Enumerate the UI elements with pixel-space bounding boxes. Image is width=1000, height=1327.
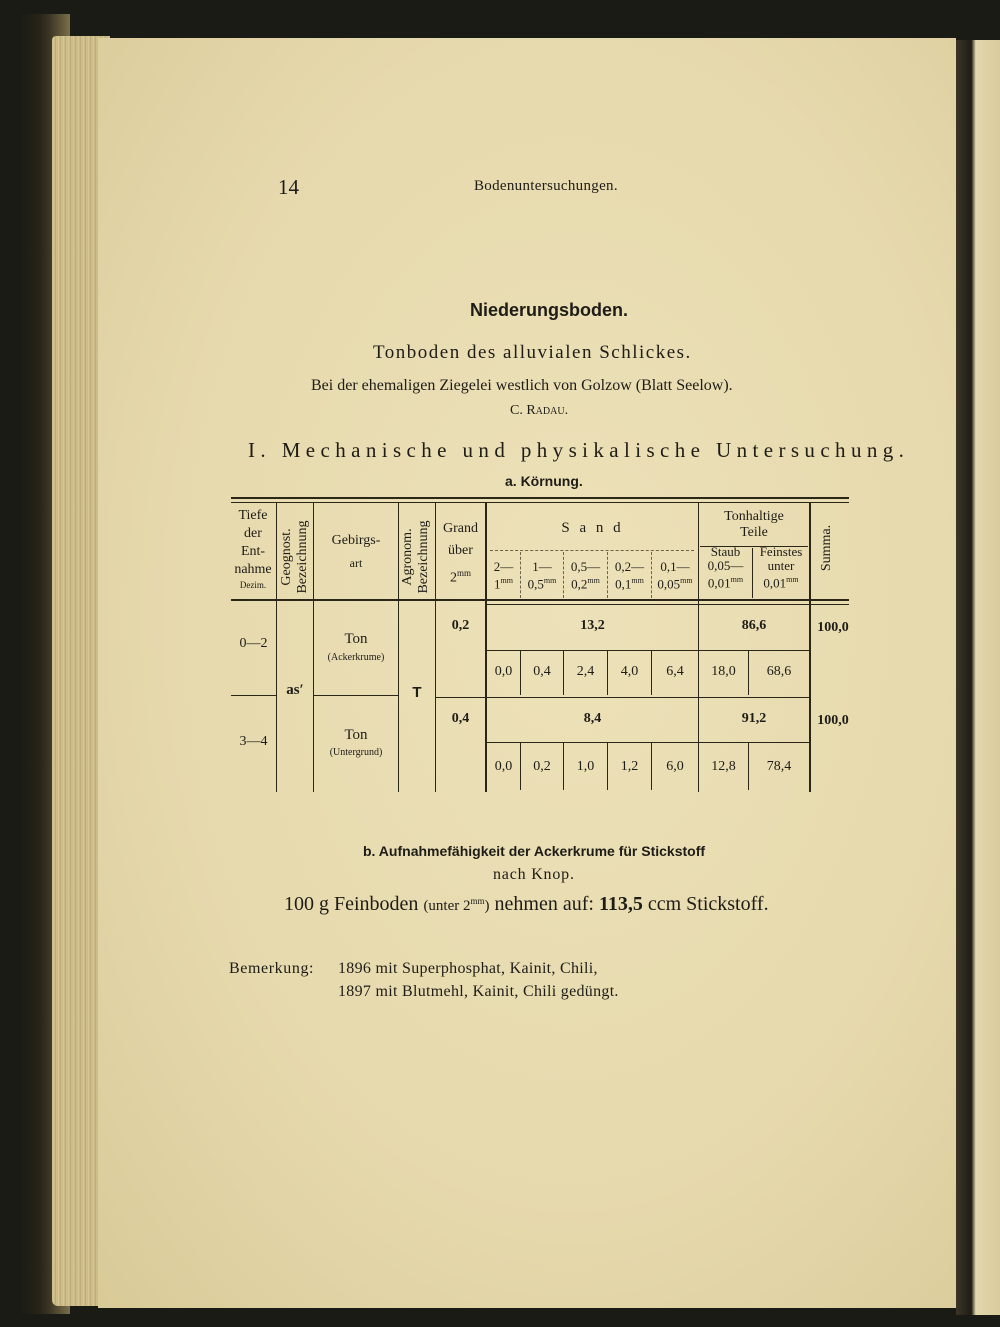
row-gebirgsart: Ton <box>344 631 368 647</box>
header-sand-2-1: 2— $1^{mm}$ <box>493 559 514 592</box>
row-ton-total: 86,6 <box>741 618 767 633</box>
row-sand-value: 6,4 <box>666 664 684 679</box>
document-title: Niederungsboden. <box>470 300 629 320</box>
header-geognost: Geognost. Bezeichnung <box>279 520 310 594</box>
sand-sub-rule <box>490 550 694 551</box>
row-sand-value: 0,0 <box>494 664 513 679</box>
row-sand-value: 0,0 <box>494 759 513 774</box>
row-sand-value: 0,4 <box>533 664 551 679</box>
header-bottom-rule-2 <box>485 604 849 605</box>
nach-knop: nach Knop. <box>493 866 575 883</box>
col-line <box>809 502 811 792</box>
row-gebirgsart-sub: (Ackerkrume) <box>327 652 385 663</box>
col-line <box>398 502 399 792</box>
row-staub: 18,0 <box>711 664 736 679</box>
row-gebirgsart-sub: (Untergrund) <box>329 747 383 758</box>
row-summa: 100,0 <box>817 713 849 728</box>
row-feinstes: 68,6 <box>766 664 792 679</box>
geognost-value: as′ <box>286 682 304 698</box>
row-sand-total: 8,4 <box>583 711 602 726</box>
row-sand-value: 6,0 <box>666 759 684 774</box>
table-top-rule <box>231 497 849 499</box>
header-staub: Staub 0,05— $0,01^{mm}$ <box>707 544 744 591</box>
header-tonhaltige: Tonhaltige Teile <box>724 509 784 540</box>
table-top-rule-2 <box>231 502 849 503</box>
row-divider <box>314 695 398 696</box>
row-grand: 0,4 <box>451 711 470 726</box>
row-summa: 100,0 <box>817 620 849 635</box>
row-grand: 0,2 <box>451 618 470 633</box>
running-title: Bodenuntersuchungen. <box>474 178 618 194</box>
col-line <box>485 502 487 792</box>
col-line <box>276 502 277 792</box>
row-sand-value: 2,4 <box>576 664 595 679</box>
row2-mid-rule <box>487 742 809 743</box>
header-bottom-rule <box>231 599 849 601</box>
header-sand-1-05: 1— $0,5^{mm}$ <box>527 559 557 592</box>
row-feinstes: 78,4 <box>766 759 792 774</box>
header-sand-02-01: 0,2— $0,1^{mm}$ <box>614 559 645 592</box>
bemerkung-line-2: 1897 mit Blutmehl, Kainit, Chili gedüngt. <box>338 983 619 1000</box>
header-feinstes: Feinstes unter $0,01^{mm}$ <box>759 544 803 591</box>
row-gebirgsart: Ton <box>344 727 368 743</box>
author: C. Radau. <box>510 403 569 418</box>
page-number: 14 <box>278 175 299 199</box>
row-staub: 12,8 <box>711 759 736 774</box>
row-divider <box>436 697 485 698</box>
row-sand-value: 1,0 <box>576 759 595 774</box>
feinboden-line: 100 g Feinboden (unter $2^{mm}$) nehmen auf: 113,5 ccm Stickstoff. <box>284 893 769 915</box>
sub-heading-stickstoff: b. Aufnahmefähigkeit der Ackerkrume für Stickstoff <box>363 843 706 859</box>
header-sand: S a n d <box>561 520 624 536</box>
agronom-value: T <box>412 684 422 701</box>
row-sand-total: 13,2 <box>580 618 605 633</box>
row-divider <box>487 697 809 698</box>
location-line: Bei der ehemaligen Ziegelei westlich von Golzow (Blatt Seelow). <box>311 377 733 394</box>
header-sand-05-02: 0,5— $0,2^{mm}$ <box>570 559 601 592</box>
row-sand-value: 0,2 <box>533 759 551 774</box>
facing-page-edge <box>956 40 1000 1315</box>
header-agronom: Agronom. Bezeichnung <box>400 520 431 594</box>
bemerkung-label: Bemerkung: <box>229 960 315 977</box>
row-sand-value: 4,0 <box>620 664 639 679</box>
bemerkung-line-1: 1896 mit Superphosphat, Kainit, Chili, <box>338 960 598 977</box>
section-heading: I. Mechanische und physikalische Untersuchung. <box>248 438 910 462</box>
sub-heading-koernung: a. Körnung. <box>505 473 583 489</box>
row-sand-value: 1,2 <box>620 759 639 774</box>
header-tiefe: Tiefe der Ent- nahme Dezim. <box>234 508 272 590</box>
header-grand: Grand über $2^{mm}$ <box>443 521 478 586</box>
row-divider <box>231 695 276 696</box>
row1-mid-rule <box>487 650 809 651</box>
document-subtitle: Tonboden des alluvialen Schlickes. <box>373 342 692 363</box>
header-gebirgsart: Gebirgs- art <box>331 533 381 570</box>
header-summa: Summa. <box>819 524 834 572</box>
row-tiefe: 3—4 <box>239 734 268 749</box>
header-sand-01-005: 0,1— $0,05^{mm}$ <box>657 559 693 592</box>
row-tiefe: 0—2 <box>239 636 268 651</box>
row-ton-total: 91,2 <box>741 711 767 726</box>
